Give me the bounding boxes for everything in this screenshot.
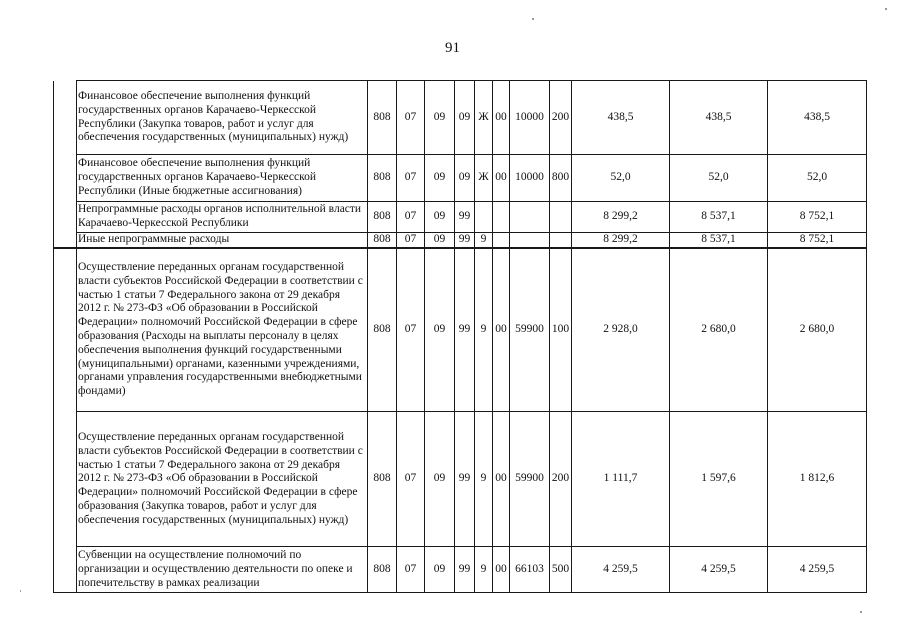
- ministry-code: 808: [368, 412, 397, 547]
- amount-year-2: 438,5: [670, 81, 768, 155]
- article-code: [510, 233, 550, 248]
- program-code: 99: [455, 547, 475, 593]
- margin-cell: [54, 412, 77, 547]
- program-code: 09: [455, 155, 475, 202]
- amount-year-3: 438,5: [768, 81, 867, 155]
- subsection-code: 09: [425, 233, 455, 248]
- subprogram-code: 9: [475, 547, 493, 593]
- row-description: Осуществление переданных органам государственной власти субъектов Российской Федерации в соответствии с частью 1 статьи 7 Федерального закона от 29 декабря 2012 г. № 273-ФЗ «Об образовании в Российской Федерации» полномочий Российской Федерации в сфере образования (Закупка товаров, работ и услуг для обеспечения государственных (муниципальных) нужд): [77, 412, 368, 547]
- direction-code: 00: [493, 412, 510, 547]
- expense-type-code: 500: [550, 547, 572, 593]
- amount-year-3: 4 259,5: [768, 547, 867, 593]
- amount-year-2: 2 680,0: [670, 248, 768, 412]
- amount-year-2: 52,0: [670, 155, 768, 202]
- amount-year-3: 8 752,1: [768, 202, 867, 233]
- margin-cell: [54, 202, 77, 233]
- margin-cell: [54, 81, 77, 155]
- amount-year-2: 8 537,1: [670, 233, 768, 248]
- subsection-code: 09: [425, 547, 455, 593]
- row-description: Осуществление переданных органам государственной власти субъектов Российской Федерации в соответствии с частью 1 статьи 7 Федерального закона от 29 декабря 2012 г. № 273-ФЗ «Об образовании в Российской Федерации» полномочий Российской Федерации в сфере образования (Расходы на выплаты персоналу в целях обеспечения выполнения функций государственными (муниципальными) органами, казенными учреждениями, органами управления государственными внебюджетными фондами): [77, 248, 368, 412]
- article-code: 10000: [510, 81, 550, 155]
- scan-speck: [20, 590, 21, 592]
- amount-year-1: 52,0: [572, 155, 670, 202]
- table-row: [54, 155, 867, 202]
- table-row: [54, 547, 867, 593]
- amount-year-1: 2 928,0: [572, 248, 670, 412]
- section-code: 07: [397, 412, 425, 547]
- amount-year-1: 8 299,2: [572, 233, 670, 248]
- amount-year-1: 1 111,7: [572, 412, 670, 547]
- ministry-code: 808: [368, 248, 397, 412]
- scan-speck: [860, 611, 862, 613]
- subsection-code: 09: [425, 202, 455, 233]
- section-code: 07: [397, 547, 425, 593]
- subprogram-code: [475, 202, 493, 233]
- ministry-code: 808: [368, 233, 397, 248]
- expense-type-code: 800: [550, 155, 572, 202]
- direction-code: 00: [493, 155, 510, 202]
- article-code: [510, 202, 550, 233]
- program-code: 99: [455, 233, 475, 248]
- amount-year-2: 4 259,5: [670, 547, 768, 593]
- scan-speck: [532, 18, 534, 20]
- row-description: Субвенции на осуществление полномочий по организации и осуществлению деятельности по опеке и попечительству в рамках реализации: [77, 547, 368, 593]
- ministry-code: 808: [368, 155, 397, 202]
- amount-year-1: 8 299,2: [572, 202, 670, 233]
- program-code: 99: [455, 202, 475, 233]
- subprogram-code: 9: [475, 233, 493, 248]
- expense-type-code: [550, 233, 572, 248]
- direction-code: 00: [493, 248, 510, 412]
- expense-type-code: 100: [550, 248, 572, 412]
- amount-year-1: 438,5: [572, 81, 670, 155]
- page-number: 91: [445, 40, 460, 56]
- amount-year-3: 52,0: [768, 155, 867, 202]
- subprogram-code: Ж: [475, 81, 493, 155]
- margin-cell: [54, 248, 77, 412]
- amount-year-3: 2 680,0: [768, 248, 867, 412]
- program-code: 99: [455, 248, 475, 412]
- ministry-code: 808: [368, 547, 397, 593]
- margin-cell: [54, 233, 77, 248]
- amount-year-1: 4 259,5: [572, 547, 670, 593]
- expense-type-code: 200: [550, 412, 572, 547]
- section-code: 07: [397, 248, 425, 412]
- margin-cell: [54, 547, 77, 593]
- program-code: 09: [455, 81, 475, 155]
- subsection-code: 09: [425, 81, 455, 155]
- subprogram-code: Ж: [475, 155, 493, 202]
- direction-code: [493, 202, 510, 233]
- table-row: [54, 202, 867, 233]
- program-code: 99: [455, 412, 475, 547]
- table-row: [54, 81, 867, 155]
- direction-code: [493, 233, 510, 248]
- table-row: [54, 248, 867, 412]
- amount-year-2: 8 537,1: [670, 202, 768, 233]
- table-row: [54, 412, 867, 547]
- amount-year-3: 8 752,1: [768, 233, 867, 248]
- subsection-code: 09: [425, 412, 455, 547]
- direction-code: 00: [493, 547, 510, 593]
- article-code: 59900: [510, 248, 550, 412]
- table-row: [54, 233, 867, 248]
- direction-code: 00: [493, 81, 510, 155]
- section-code: 07: [397, 155, 425, 202]
- row-description: Иные непрограммные расходы: [77, 233, 368, 248]
- subsection-code: 09: [425, 248, 455, 412]
- row-description: Финансовое обеспечение выполнения функций государственных органов Карачаево-Черкесской Республики (Иные бюджетные ассигнования): [77, 155, 368, 202]
- section-code: 07: [397, 81, 425, 155]
- row-description: Непрограммные расходы органов исполнительной власти Карачаево-Черкесской Республики: [77, 202, 368, 233]
- article-code: 59900: [510, 412, 550, 547]
- margin-cell: [54, 155, 77, 202]
- ministry-code: 808: [368, 202, 397, 233]
- subprogram-code: 9: [475, 248, 493, 412]
- subprogram-code: 9: [475, 412, 493, 547]
- expense-type-code: [550, 202, 572, 233]
- scan-speck: [885, 8, 887, 10]
- ministry-code: 808: [368, 81, 397, 155]
- section-code: 07: [397, 202, 425, 233]
- subsection-code: 09: [425, 155, 455, 202]
- section-code: 07: [397, 233, 425, 248]
- budget-table: [53, 80, 867, 593]
- expense-type-code: 200: [550, 81, 572, 155]
- article-code: 10000: [510, 155, 550, 202]
- article-code: 66103: [510, 547, 550, 593]
- row-description: Финансовое обеспечение выполнения функций государственных органов Карачаево-Черкесской Республики (Закупка товаров, работ и услуг для обеспечения государственных (муниципальных) нужд): [77, 81, 368, 155]
- amount-year-3: 1 812,6: [768, 412, 867, 547]
- amount-year-2: 1 597,6: [670, 412, 768, 547]
